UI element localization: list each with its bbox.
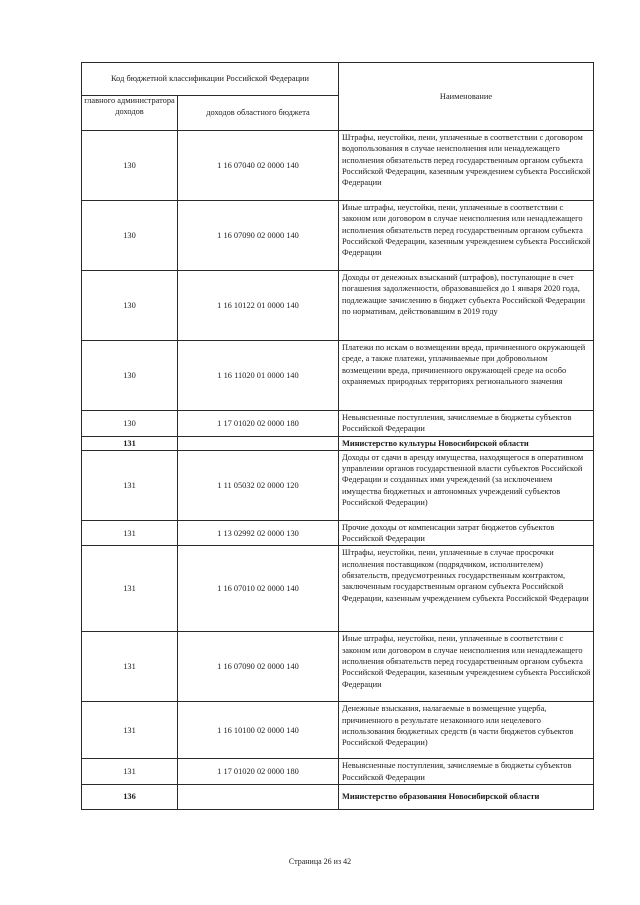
ministry-row [82, 436, 594, 450]
income-code-cell: 1 17 01020 02 0000 180 [178, 411, 339, 437]
admin-code-cell: 131 [82, 702, 178, 759]
table-row [82, 341, 594, 411]
income-code-cell: 1 17 01020 02 0000 180 [178, 759, 339, 785]
header-chief-administrator-label: главного администратора доходов [84, 96, 175, 116]
income-code-cell: 1 16 07040 02 0000 140 [178, 131, 339, 201]
income-code-cell: 1 16 10100 02 0000 140 [178, 702, 339, 759]
header-classification-code: Код бюджетной классификации Российской Федерации [82, 63, 339, 96]
table-row [82, 632, 594, 702]
income-code-cell: 1 16 10122 01 0000 140 [178, 271, 339, 341]
income-code-cell: 1 11 05032 02 0000 120 [178, 450, 339, 520]
budget-classification-table [81, 62, 594, 810]
income-code-cell: 1 16 07090 02 0000 140 [178, 201, 339, 271]
name-cell: Доходы от сдачи в аренду имущества, находящегося в оперативном управлении органов государственной власти субъектов Российской Федерации и созданных ими учреждений (за исключением имущества бюджетных и автономных учреждений субъектов Российской Федерации) [339, 450, 594, 520]
name-cell: Иные штрафы, неустойки, пени, уплаченные в соответствии с законом или договором в случае неисполнения или ненадлежащего исполнения обязательств перед государственным органом субъекта Российской Федерации, казенным учреждением субъекта Российской Федерации [339, 632, 594, 702]
table-row [82, 271, 594, 341]
admin-code-cell: 131 [82, 632, 178, 702]
name-cell: Иные штрафы, неустойки, пени, уплаченные в соответствии с законом или договором в случае неисполнения или ненадлежащего исполнения обязательств перед государственным органом субъекта Российской Федерации, казенным учреждением субъекта Российской Федерации [339, 201, 594, 271]
income-code-cell: 1 16 11020 01 0000 140 [178, 341, 339, 411]
name-cell: Денежные взыскания, налагаемые в возмещение ущерба, причиненного в результате незаконного или нецелевого использования бюджетных средств (в части бюджетов субъектов Российской Федерации) [339, 702, 594, 759]
income-code-cell: 1 16 07090 02 0000 140 [178, 632, 339, 702]
page-number: Страница 26 из 42 [288, 857, 352, 866]
name-cell: Невыясненные поступления, зачисляемые в бюджеты субъектов Российской Федерации [339, 759, 594, 785]
header-name: Наименование [339, 63, 594, 131]
income-code-cell: 1 13 02992 02 0000 130 [178, 520, 339, 546]
income-code-cell [178, 436, 339, 450]
admin-code-cell: 136 [82, 785, 178, 810]
table-row [82, 201, 594, 271]
table-row [82, 702, 594, 759]
admin-code-cell: 130 [82, 411, 178, 437]
name-cell: Министерство культуры Новосибирской области [339, 436, 594, 450]
name-cell: Министерство образования Новосибирской области [339, 785, 594, 810]
header-chief-administrator [82, 96, 178, 131]
income-code-cell: 1 16 07010 02 0000 140 [178, 546, 339, 632]
admin-code-cell: 131 [82, 759, 178, 785]
name-cell: Платежи по искам о возмещении вреда, причиненного окружающей среде, а также платежи, уплачиваемые при добровольном возмещении вреда, причиненного окружающей среде на особо охраняемых природных территориях регионального значения [339, 341, 594, 411]
ministry-row [82, 785, 594, 810]
income-code-cell [178, 785, 339, 810]
admin-code-cell: 131 [82, 450, 178, 520]
name-cell: Штрафы, неустойки, пени, уплаченные в соответствии с договором водопользования в случае неисполнения или ненадлежащего исполнения обязательств перед государственным органом субъекта Российской Федерации, казенным учреждением субъекта Российской Федерации [339, 131, 594, 201]
admin-code-cell: 130 [82, 271, 178, 341]
table-row [82, 546, 594, 632]
table-row [82, 759, 594, 785]
table-row [82, 450, 594, 520]
admin-code-cell: 131 [82, 546, 178, 632]
admin-code-cell: 131 [82, 436, 178, 450]
name-cell: Прочие доходы от компенсации затрат бюджетов субъектов Российской Федерации [339, 520, 594, 546]
admin-code-cell: 130 [82, 131, 178, 201]
admin-code-cell: 131 [82, 520, 178, 546]
table-row [82, 520, 594, 546]
name-cell: Доходы от денежных взысканий (штрафов), поступающие в счет погашения задолженности, образовавшейся до 1 января 2020 года, подлежащие зачислению в бюджет субъекта Российской Федерации по нормативам, действовавшим в 2019 году [339, 271, 594, 341]
name-cell: Невыясненные поступления, зачисляемые в бюджеты субъектов Российской Федерации [339, 411, 594, 437]
header-regional-income: доходов областного бюджета [178, 96, 339, 131]
table-row [82, 411, 594, 437]
admin-code-cell: 130 [82, 341, 178, 411]
admin-code-cell: 130 [82, 201, 178, 271]
table-row [82, 131, 594, 201]
name-cell: Штрафы, неустойки, пени, уплаченные в случае просрочки исполнения поставщиком (подрядчиком, исполнителем) обязательств, предусмотренных государственным контрактом, заключенным государственным органом субъекта Российской Федерации, казенным учреждением субъекта Российской Федерации [339, 546, 594, 632]
